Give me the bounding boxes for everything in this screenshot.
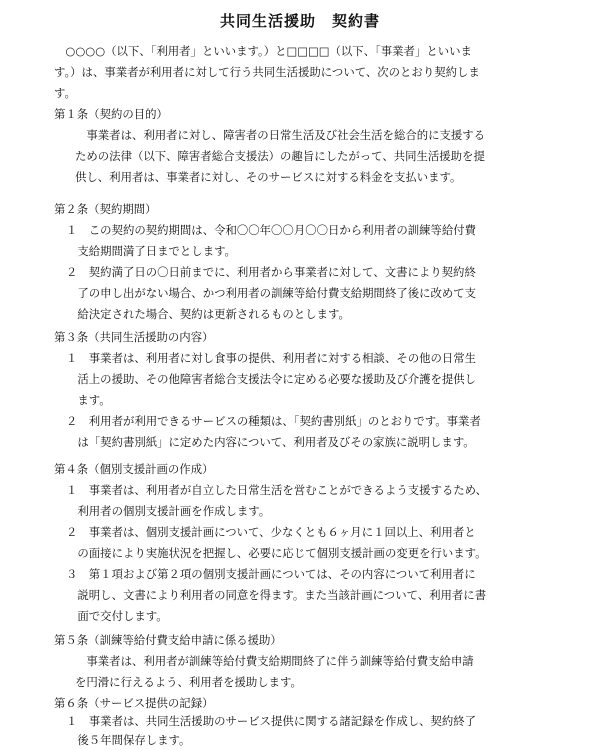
article-2-line: 支給期間満了日までとします。 [66, 244, 236, 258]
article-6-line: １ 事業者は、共同生活援助のサービス提供に関する諸記録を作成し、契約終了 [66, 714, 477, 728]
article-4-line: 面で交付します。 [66, 609, 168, 623]
document-title: 共同生活援助 契約書 [219, 12, 380, 30]
article-1-line: 事業者は、利用者に対し、障害者の日常生活及び社会生活を総合的に支援する [75, 128, 486, 142]
article-1-line: ための法律（以下、障害者総合支援法）の趣旨にしたがって、共同生活援助を提 [75, 149, 485, 163]
article-2-line: 了の申し出がない場合、かつ利用者の訓練等給付費支給期間終了後に改めて支 [66, 286, 477, 300]
article-3-line: は「契約書別紙」に定めた内容について、利用者及びその家族に説明します。 [66, 435, 475, 449]
article-3-line: 活上の援助、その他障害者総合支援法令に定める必要な援助及び介護を提供し [66, 372, 477, 386]
article-4-line: １ 事業者は、利用者が自立した日常生活を営むことができるよう支援するため、 [66, 483, 487, 497]
article-2-line: １ この契約の契約期間は、令和〇〇年〇〇月〇〇日から利用者の訓練等給付費 [66, 223, 477, 237]
article-5-line: 事業者は、利用者が訓練等給付費支給期間終了に伴う訓練等給付費支給申請 [75, 654, 474, 668]
article-3-line: ２ 利用者が利用できるサービスの種類は、「契約書別紙」のとおりです。事業者 [66, 414, 481, 428]
article-4-line: の面接により実施状況を把握し、必要に応じて個別支援計画の変更を行います。 [66, 546, 487, 560]
article-3-line: ます。 [66, 393, 111, 407]
article-6-line: 後５年間保存します。 [66, 733, 191, 747]
article-4-line: ３ 第１項および第２項の個別支援計画については、その内容について利用者に [66, 567, 476, 581]
article-4-line: 説明し、文書により利用者の同意を得ます。また当該計画について、利用者に書 [66, 588, 487, 602]
article-2-line: 給決定された場合、契約は更新されるものとします。 [66, 307, 350, 321]
article-4-heading: 第４条（個別支援計画の作成） [54, 462, 214, 476]
preamble-line: す。）は、事業者が利用者に対して行う共同生活援助について、次のとおり契約しま [54, 65, 480, 79]
article-1-heading: 第１条（契約の目的） [54, 107, 168, 121]
article-3-heading: 第３条（共同生活援助の内容） [54, 330, 214, 344]
article-2-line: ２ 契約満了日の〇日前までに、利用者から事業者に対して、文書により契約終 [66, 265, 476, 279]
article-4-line: ２ 事業者は、個別支援計画について、少なくとも６ヶ月に１回以上、利用者と [66, 525, 476, 539]
article-5-line: を円滑に行えるよう、利用者を援助します。 [75, 675, 302, 689]
preamble-line: ○○○○（以下、「利用者」といいます。）と□□□□（以下、「事業者」といいま [54, 44, 472, 58]
article-5-heading: 第５条（訓練等給付費支給申請に係る援助） [54, 633, 282, 647]
article-6-heading: 第６条（サービス提供の記録） [54, 696, 214, 710]
article-3-line: １ 事業者は、利用者に対し食事の提供、利用者に対する相談、その他の日常生 [66, 351, 477, 365]
article-2-heading: 第２条（契約期間） [54, 202, 157, 216]
article-4-line: 利用者の個別支援計画を作成します。 [66, 504, 271, 518]
preamble-line: す。 [54, 86, 76, 100]
article-1-line: 供し、利用者は、事業者に対し、そのサービスに対する料金を支払います。 [75, 170, 462, 184]
